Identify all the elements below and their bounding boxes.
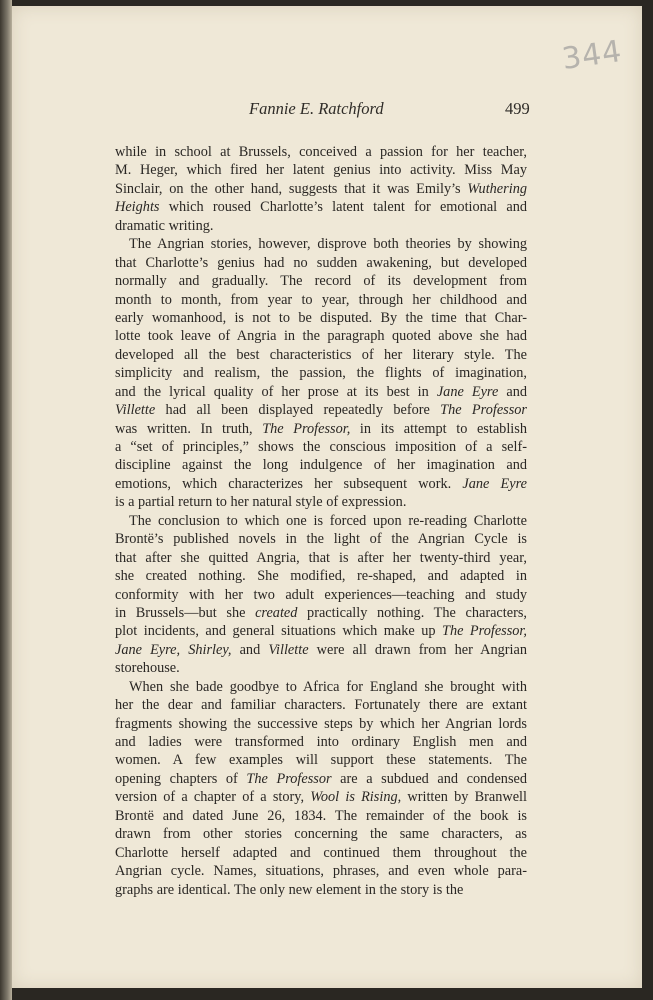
italic-title: Wuthering [467,180,527,197]
text-line: Sinclair, on the other hand, suggests that it was Emily’s Wuthering [115,180,527,197]
text-line: that after she quitted Angria, that is after her twenty-third year, [115,549,527,566]
text-line: while in school at Brussels, conceived a passion for her teacher, [115,144,527,160]
text-line: Heights which roused Charlotte’s latent talent for emotional and [115,199,527,216]
text-line: The conclusion to which one is forced upon re-reading Charlotte [129,512,527,529]
text-line: version of a chapter of a story, Wool is Rising, written by Branwell [115,789,527,806]
page-number: 499 [505,99,530,118]
text-line: emotions, which characterizes her subsequent work. Jane Eyre [115,475,527,492]
italic-title: Jane Eyre, [115,641,181,658]
text-line: opening chapters of The Professor are a subdued and condensed [115,770,528,787]
text-line: Angrian cycle. Names, situations, phrases, and even whole para- [115,863,527,880]
pencil-annotation: 344 [559,33,625,78]
text-line: and ladies were transformed into ordinary English men and [115,734,527,750]
text-line: fragments showing the successive steps by which her Angrian lords [115,715,527,732]
italic-title: Villette [115,402,156,419]
text-line: When she bade goodbye to Africa for England she brought with [129,678,527,695]
text-line: and the lyrical quality of her prose at its best in Jane Eyre and [115,383,527,400]
italic-title: Villette [268,641,309,658]
text-line: plot incidents, and general situations which make up The Professor, [115,623,527,640]
italic-title: Jane Eyre [436,383,499,400]
text-line: lotte took leave of Angria in the paragraph quoted above she had [115,328,527,345]
italic-title: The Professor, [262,420,351,437]
text-line: dramatic writing. [115,217,214,234]
text-line: she created nothing. She modified, re-shaped, and adapted in [115,568,527,585]
text-line: developed all the best characteristics of her literary style. The [115,346,527,363]
text-line: simplicity and realism, the passion, the flights of imagination, [115,365,527,382]
text-line: M. Heger, which fired her latent genius into activity. Miss May [115,162,527,179]
text-line: normally and gradually. The record of its development from [115,273,527,290]
text-line: conformity with her two adult experiences—teaching and study [115,586,527,603]
italic-title: Wool is Rising, [310,789,402,806]
text-line: women. A few examples will support these statements. The [115,752,527,769]
italic-title: The Professor [246,770,332,787]
text-line: early womanhood, is not to be disputed. By the time that Char- [115,309,527,326]
text-line: Villette had all been displayed repeatedly before The Professor [115,402,527,419]
text-line: drawn from other stories concerning the same characters, as [115,826,527,843]
text-line: a “set of principles,” shows the conscious imposition of a self- [115,439,527,455]
text-line: her the dear and familiar characters. Fortunately there are extant [115,697,527,714]
body-text [115,143,527,899]
book-spine-edge [0,0,12,1000]
text-line: month to month, from year to year, through her childhood and [115,291,527,308]
running-header [249,99,529,125]
text-line: is a partial return to her natural style of expression. [115,494,407,511]
text-line: in Brussels—but she created practically nothing. The characters, [115,604,527,621]
italic-title: The Professor, [442,623,527,640]
italic-title: created [255,604,298,621]
text-line: Charlotte herself adapted and continued them throughout the [115,844,527,861]
text-line: graphs are identical. The only new element in the story is the [115,881,464,898]
text-line: discipline against the long indulgence of her imagination and [115,457,527,474]
text-line: Brontë’s published novels in the light of the Angrian Cycle is [115,531,527,548]
running-title: Fannie E. Ratchford [249,99,384,118]
text-line: The Angrian stories, however, disprove both theories by showing [129,236,527,253]
italic-title: Heights [115,199,160,216]
italic-title: Jane Eyre [462,475,527,492]
text-line: storehouse. [115,660,180,677]
text-line: was written. In truth, The Professor, in its attempt to establish [115,420,527,437]
text-line: that Charlotte’s genius had no sudden awakening, but developed [115,254,527,271]
italic-title: The Professor [440,402,527,419]
text-line: Jane Eyre, Shirley, and Villette were all drawn from her Angrian [115,641,527,658]
italic-title: Shirley, [188,641,232,658]
text-line: Brontë and dated June 26, 1834. The remainder of the book is [115,807,527,824]
